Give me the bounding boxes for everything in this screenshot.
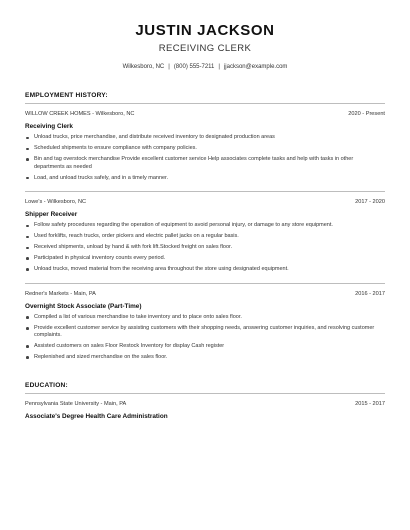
job-bullet: Unload trucks, moved material from the receiving area throughout the store using designated equipment. (25, 266, 385, 274)
job-bullets (25, 314, 385, 362)
contact-line (25, 64, 385, 70)
job-bullet: Received shipments, unload by hand & with fork lift.Stocked freight on sales floor. (25, 244, 385, 252)
job-bullet: Provide excellent customer service by assisting customers with their shopping needs, answering customer inquiries, and resolving customer complaints. (25, 325, 385, 340)
job-bullet: Used forklifts, reach trucks, order pickers and electric pallet jacks on a regular basis. (25, 233, 385, 241)
employment-heading: EMPLOYMENT HISTORY: (25, 92, 108, 99)
candidate-title: RECEIVING CLERK (158, 43, 252, 54)
job-bullet: Bin and tag overstock merchandise Provide excellent customer service Help associates complete tasks and help with tasks in other departments as needed (25, 156, 385, 171)
job-title: Receiving Clerk (25, 123, 73, 130)
job-dates: 2020 - Present (348, 111, 385, 117)
job-dates: 2017 - 2020 (355, 199, 385, 206)
job-bullet: Compiled a list of various merchandise to take inventory and to place onto sales floor. (25, 314, 385, 322)
employment-section (25, 92, 385, 362)
contact-separator: | (218, 64, 220, 70)
job-entry (25, 110, 385, 182)
section-divider (25, 103, 385, 104)
contact-email[interactable]: jjackson@example.com (223, 64, 288, 70)
job-bullets (25, 134, 385, 182)
job-bullet: Assisted customers on sales Floor Restock Inventory for display Cash register (25, 343, 385, 351)
job-employer: WILLOW CREEK HOMES - Wilkesboro, NC (25, 111, 135, 117)
job-divider (25, 283, 385, 284)
candidate-name: JUSTIN JACKSON (135, 22, 275, 39)
job-entry (25, 290, 385, 362)
job-title: Overnight Stock Associate (Part-Time) (25, 302, 142, 310)
job-bullet: Load, and unload trucks safely, and in a timely manner. (25, 175, 385, 183)
contact-separator: | (168, 64, 170, 70)
job-employer: Lowe's - Wilkesboro, NC (25, 199, 87, 206)
job-bullet: Unload trucks, price merchandise, and distribute received inventory to designated production areas (25, 134, 385, 142)
school-name: Pennsylvania State University - Main, PA (25, 400, 127, 407)
job-bullet: Scheduled shipments to ensure compliance with company policies. (25, 145, 385, 153)
contact-location: Wilkesboro, NC (122, 64, 165, 70)
job-divider (25, 191, 385, 192)
job-entry (25, 198, 385, 273)
education-heading: EDUCATION: (25, 381, 68, 389)
job-dates: 2016 - 2017 (355, 290, 385, 297)
education-entry (25, 400, 385, 421)
job-employer: Redner's Markets - Main, PA (25, 290, 96, 297)
job-bullet: Replenished and sized merchandise on the sales floor. (25, 354, 385, 362)
degree-title: Associate's Degree Health Care Administration (25, 412, 168, 420)
school-dates: 2015 - 2017 (355, 400, 385, 407)
section-divider (25, 393, 385, 394)
contact-phone[interactable]: (800) 555-7211 (173, 64, 215, 70)
resume-header (25, 0, 385, 70)
job-bullet: Participated in physical inventory counts every period. (25, 255, 385, 263)
job-bullet: Follow safety procedures regarding the operation of equipment to avoid personal injury, or damage to any store equipment. (25, 222, 385, 230)
job-bullets (25, 222, 385, 273)
education-section (25, 382, 385, 421)
job-title: Shipper Receiver (25, 211, 78, 219)
